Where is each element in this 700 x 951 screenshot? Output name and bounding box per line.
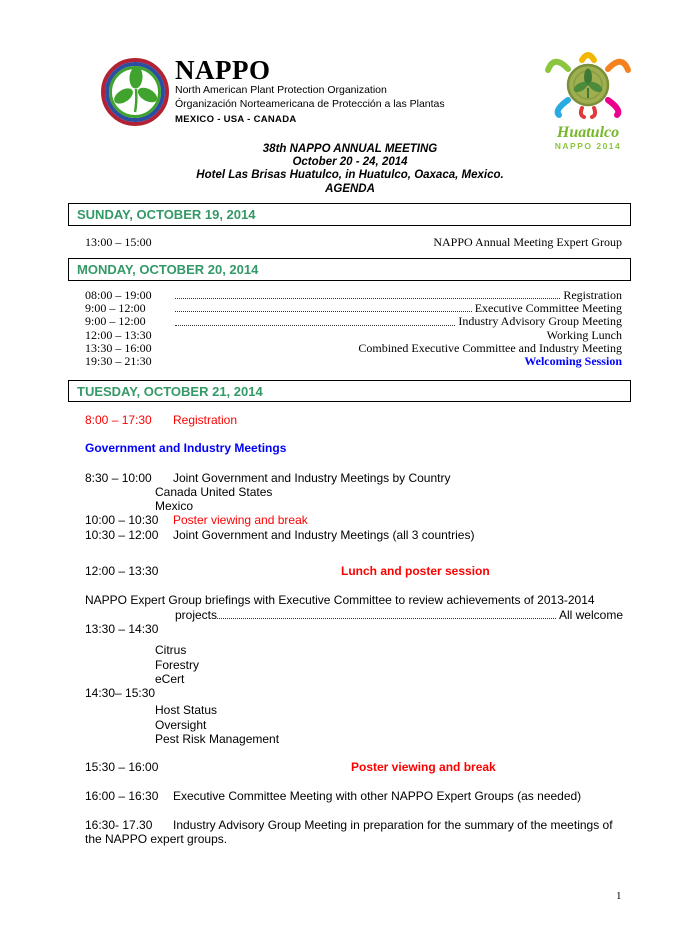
row-text: Joint Government and Industry Meetings (all 3 countries) <box>173 527 475 542</box>
iag-meeting-row <box>85 818 623 847</box>
lunch-text: Lunch and poster session <box>341 564 490 579</box>
welcoming-session-text: Welcoming Session <box>524 354 622 369</box>
schedule-row <box>85 329 622 342</box>
row-text: Registration <box>173 413 238 427</box>
slot1-time: 13:30 – 14:30 <box>85 621 159 636</box>
monday-header: MONDAY, OCTOBER 20, 2014 <box>77 262 259 277</box>
meeting-title-block <box>0 143 700 196</box>
row-time: 10:00 – 10:30 <box>85 513 159 528</box>
tuesday-schedule <box>85 413 623 847</box>
row-time: 16:00 – 16:30 <box>85 788 159 803</box>
sunday-row <box>85 236 622 249</box>
row-spacer <box>175 329 547 342</box>
slot1-item: Citrus <box>155 643 187 658</box>
meeting-title-line3: Hotel Las Brisas Huatulco, in Huatulco, Oaxaca, Mexico. <box>196 169 504 182</box>
row-text: Industry Advisory Group Meeting <box>458 314 622 329</box>
dot-leader <box>175 289 560 299</box>
joint-by-country-row <box>85 471 623 485</box>
row-text: Executive Committee Meeting <box>474 301 622 316</box>
tuesday-header-box <box>68 380 631 402</box>
poster-break-row-2 <box>85 760 623 774</box>
row-time: 13:30 – 16:00 <box>85 340 152 355</box>
page-number: 1 <box>616 890 622 902</box>
nappo-logo-icon <box>99 55 171 129</box>
sunday-header-box <box>68 203 631 226</box>
slot2-item: Oversight <box>155 717 207 732</box>
row-text: Registration <box>563 288 622 302</box>
schedule-row <box>85 315 622 328</box>
row-time: 9:00 – 12:00 <box>85 301 146 316</box>
meeting-title-line2: October 20 - 24, 2014 <box>292 156 408 169</box>
sunday-header: SUNDAY, OCTOBER 19, 2014 <box>77 207 256 222</box>
row-text: Combined Executive Committee and Industry Meeting <box>358 340 622 355</box>
row-time: 15:30 – 16:00 <box>85 760 159 775</box>
slot1-item: Forestry <box>155 657 200 672</box>
sunday-row-time: 13:00 – 15:00 <box>85 235 152 249</box>
row-text: Working Lunch <box>546 327 622 342</box>
slot2-item: Pest Risk Management <box>155 732 280 747</box>
nappo-countries: MEXICO - USA - CANADA <box>175 114 297 125</box>
row-text: Joint Government and Industry Meetings by Country <box>173 470 451 485</box>
tuesday-header: TUESDAY, OCTOBER 21, 2014 <box>77 383 263 399</box>
row-time: 8:30 – 10:00 <box>85 470 152 485</box>
dot-leader <box>217 608 556 619</box>
row-text: Poster viewing and break <box>173 513 308 528</box>
registration-row <box>85 413 623 427</box>
slot1-item: eCert <box>155 671 185 686</box>
row-time: 12:00 – 13:30 <box>85 327 152 342</box>
row-time: 19:30 – 21:30 <box>85 354 152 369</box>
dot-leader <box>175 302 472 312</box>
monday-schedule <box>85 289 622 368</box>
row-spacer <box>175 342 358 355</box>
monday-header-box <box>68 258 631 281</box>
slot2-time: 14:30– 15:30 <box>85 686 156 701</box>
huatulco-logo <box>530 48 646 151</box>
row-text: Executive Committee Meeting with other NAPPO Expert Groups (as needed) <box>173 788 582 803</box>
huatulco-turtle-icon <box>538 48 638 120</box>
nappo-text-block <box>175 55 475 125</box>
ec-meeting-row <box>85 789 623 803</box>
meeting-title-line4: AGENDA <box>325 182 375 195</box>
row-spacer <box>175 355 524 368</box>
government-industry-heading: Government and Industry Meetings <box>85 441 287 456</box>
nappo-name-english: North American Plant Protection Organization <box>175 84 387 96</box>
poster-break-row <box>85 513 623 527</box>
poster-break-text: Poster viewing and break <box>351 760 496 775</box>
nappo-leaf-circle-icon <box>99 55 171 129</box>
dot-leader <box>175 315 455 325</box>
joint-all-countries-row <box>85 528 623 542</box>
briefings-lead-word: projects <box>175 607 218 622</box>
row-time: 8:00 – 17:30 <box>85 413 152 427</box>
slot2-item: Host Status <box>155 703 218 718</box>
schedule-row <box>85 355 622 368</box>
sunday-row-spacer <box>175 236 433 249</box>
country-item: Mexico <box>155 499 194 514</box>
sunday-row-text: NAPPO Annual Meeting Expert Group <box>433 235 622 249</box>
briefings-paragraph-line2 <box>85 608 623 622</box>
row-time: 08:00 – 19:00 <box>85 288 152 302</box>
row-time: 10:30 – 12:00 <box>85 527 159 542</box>
lunch-row <box>85 564 623 578</box>
nappo-acronym: NAPPO <box>175 55 271 85</box>
nappo-name-spanish: Órganización Norteamericana de Protección a las Plantas <box>175 98 445 110</box>
huatulco-name: Huatulco <box>556 124 620 141</box>
row-time: 12:00 – 13:30 <box>85 564 159 579</box>
row-text: Industry Advisory Group Meeting in preparation for the summary of the meetings of the NAPPO expert groups. <box>85 817 613 847</box>
row-time: 16:30- 17.30 <box>85 817 153 832</box>
huatulco-year: NAPPO 2014 <box>554 141 622 151</box>
meeting-title-line1: 38th NAPPO ANNUAL MEETING <box>262 143 438 155</box>
briefings-paragraph-line1: NAPPO Expert Group briefings with Executive Committee to review achievements of 2013-2014 <box>85 593 595 608</box>
country-item: Canada United States <box>155 484 273 499</box>
row-time: 9:00 – 12:00 <box>85 314 146 329</box>
briefings-trail-word: All welcome <box>558 607 623 622</box>
